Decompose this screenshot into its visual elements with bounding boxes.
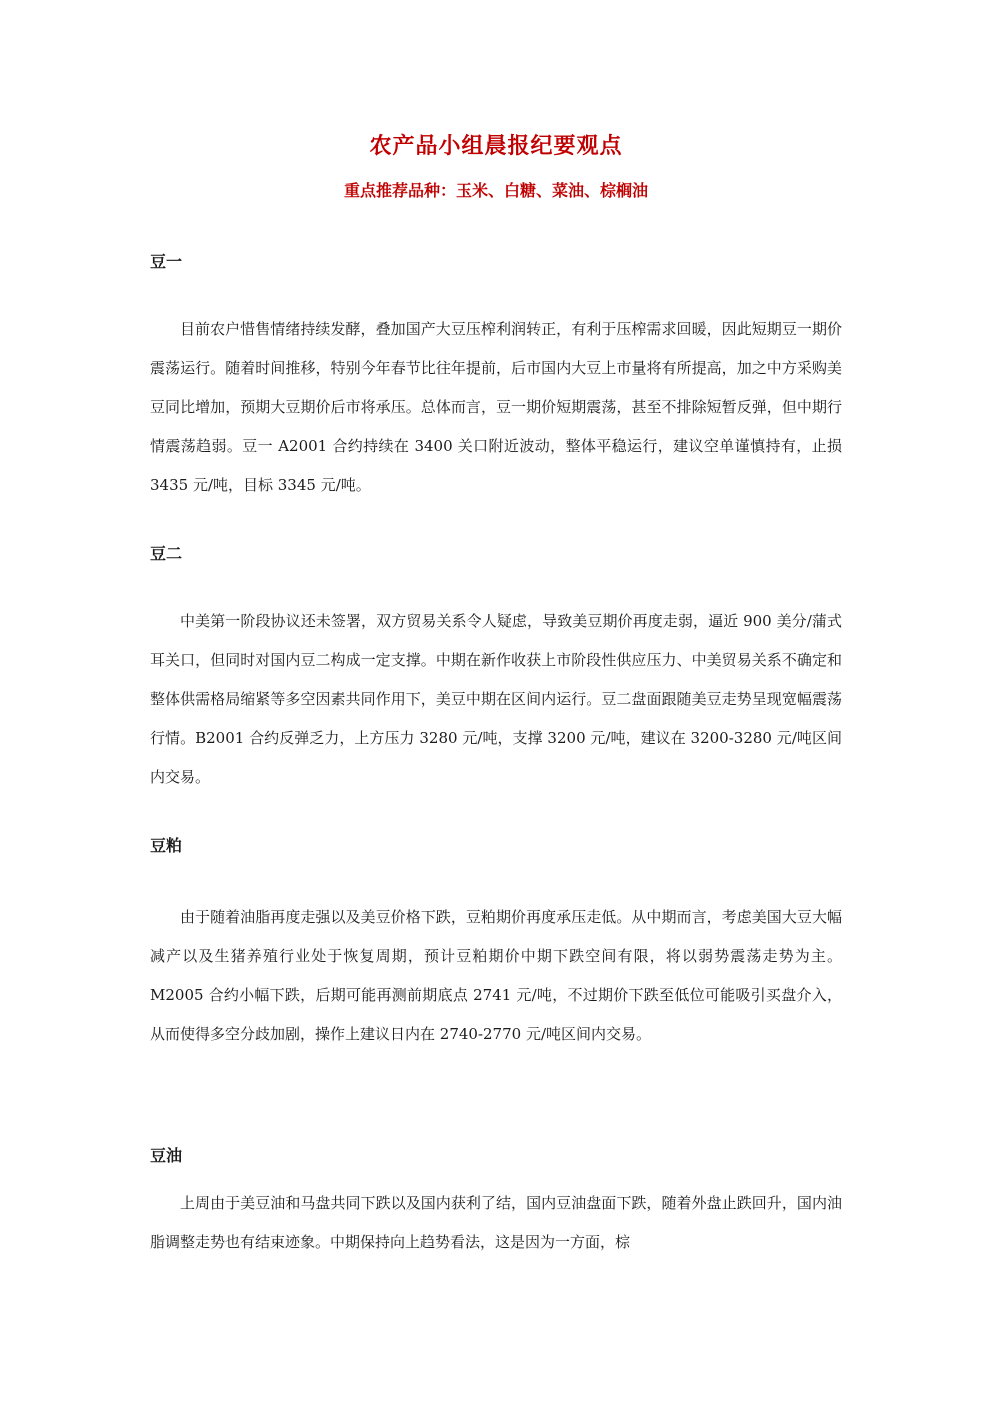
section-dou-yi <box>150 250 842 494</box>
document-subtitle: 重点推荐品种：玉米、白糖、菜油、棕榈油 <box>343 181 648 200</box>
section-dou-er <box>150 542 842 786</box>
section-heading: 豆二 <box>150 544 183 563</box>
section-heading: 豆粕 <box>150 836 183 855</box>
section-body: 由于随着油脂再度走强以及美豆价格下跌，豆粕期价再度承压走低。从中期而言，考虑美国大豆大幅减产以及生猪养殖行业处于恢复周期，预计豆粕期价中期下跌空间有限，将以弱势震荡走势为主。M2005 合约小幅下跌，后期可能再测前期底点 2741 元/吨，不过期价下跌至低位可能吸引买盘介入，从而使得多空分歧加剧，操作上建议日内在 2740-2770 元/吨区间内交易。 <box>150 908 842 1043</box>
section-dou-you <box>150 1144 842 1251</box>
section-heading: 豆油 <box>150 1146 183 1165</box>
section-heading: 豆一 <box>150 252 183 271</box>
section-body: 上周由于美豆油和马盘共同下跌以及国内获利了结，国内豆油盘面下跌，随着外盘止跌回升，国内油脂调整走势也有结束迹象。中期保持向上趋势看法，这是因为一方面，棕 <box>150 1194 842 1251</box>
section-body: 中美第一阶段协议还未签署，双方贸易关系令人疑虑，导致美豆期价再度走弱，逼近 900 美分/蒲式耳关口，但同时对国内豆二构成一定支撑。中期在新作收获上市阶段性供应压力、中美贸易关系不确定和整体供需格局缩紧等多空因素共同作用下，美豆中期在区间内运行。豆二盘面跟随美豆走势呈现宽幅震荡行情。B2001 合约反弹乏力，上方压力 3280 元/吨，支撑 3200 元/吨，建议在 3200-3280 元/吨区间内交易。 <box>150 612 842 786</box>
document-title: 农产品小组晨报纪要观点 <box>369 133 623 159</box>
section-body: 目前农户惜售情绪持续发酵，叠加国产大豆压榨利润转正，有利于压榨需求回暖，因此短期豆一期价震荡运行。随着时间推移，特别今年春节比往年提前，后市国内大豆上市量将有所提高，加之中方采购美豆同比增加，预期大豆期价后市将承压。总体而言，豆一期价短期震荡，甚至不排除短暂反弹，但中期行情震荡趋弱。豆一 A2001 合约持续在 3400 关口附近波动，整体平稳运行，建议空单谨慎持有，止损 3435 元/吨，目标 3345 元/吨。 <box>150 320 842 494</box>
section-dou-po <box>150 834 842 1043</box>
